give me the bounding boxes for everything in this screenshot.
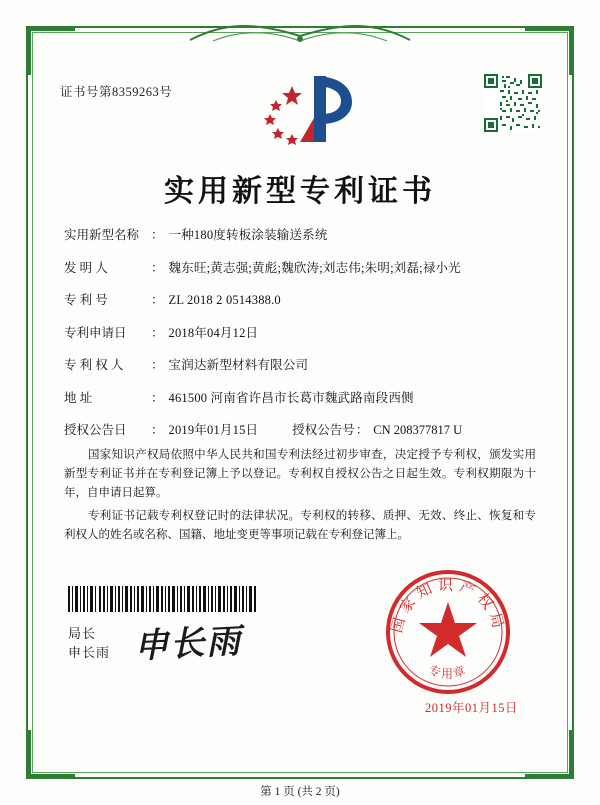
signature-role-line2: 申长雨 [68,645,111,660]
field-row-grant [64,421,536,439]
field-label: 地 址 [64,390,93,405]
field-value: 宝润达新型材料有限公司 [168,358,309,372]
legal-paragraph-1: 国家知识产权局依照中华人民共和国专利法经过初步审查，决定授予专利权，颁发实用新型专利证书并在专利登记簿上予以登记。专利权自授权公告之日起生效。专利权期限为十年，自申请日起算。 [64,449,536,499]
field-row-inventors [64,259,536,277]
page-title: 实用新型专利证书 [164,174,436,209]
field-label: 授权公告日 [64,423,127,437]
field-label: 专 利 权 人 [64,358,124,372]
cnipa-emblem-icon [240,72,360,150]
field-row-application-date [64,324,536,342]
field-label: 专利申请日 [64,325,127,340]
barcode-icon [68,586,256,612]
field-colon: ： [151,423,164,437]
field-value: 一种180度转板涂装输送系统 [168,228,328,242]
certificate-fields [64,226,536,454]
qr-code-icon [484,74,542,132]
legal-text [64,446,536,549]
field-colon: ： [151,325,164,340]
flourish-ornament-icon [185,20,415,46]
field-value-secondary: CN 208377817 U [373,423,463,437]
page-footer: 第 1 页 (共 2 页) [260,786,340,798]
field-row-name [64,226,536,244]
seal-date: 2019年01月15日 [424,701,518,715]
svg-text:专用章: 专用章 [426,662,470,681]
signature-block [68,624,110,662]
field-value: ZL 2018 2 0514388.0 [168,293,281,307]
field-colon: ： [151,293,164,307]
field-colon: ： [151,358,164,372]
legal-paragraph-2: 专利证书记载专利权登记时的法律状况。专利权的转移、质押、无效、终止、恢复和专利权人的姓名或名称、国籍、地址变更等事项记载在专利登记簿上。 [64,510,536,541]
field-label: 发 明 人 [64,260,108,275]
signature-role-line1: 局长 [68,626,97,641]
field-value: 魏东旺;黄志强;黄彪;魏欣涛;刘志伟;朱明;刘磊;禄小光 [168,260,461,275]
field-colon: ： [355,423,369,437]
field-label: 实用新型名称 [64,228,140,242]
official-seal-icon [382,566,514,698]
field-value: 2018年04月12日 [168,325,259,340]
field-row-patentee [64,356,536,374]
field-row-address [64,389,536,407]
svg-text:国家知识产权局: 国家知识产权局 [389,578,507,635]
field-label-secondary: 授权公告号 ： CN 208377817 U [292,423,463,437]
handwritten-signature: 申长雨 [133,621,244,667]
field-value: 2019年01月15日 [168,423,259,437]
field-value: 461500 河南省许昌市长葛市魏武路南段西侧 [168,390,414,405]
field-row-patent-number [64,291,536,309]
field-colon: ： [151,228,164,242]
field-colon: ： [151,260,164,275]
certificate-number: 证书号第8359263号 [60,85,173,99]
field-colon: ： [151,390,164,405]
field-label: 专 利 号 [64,293,108,307]
